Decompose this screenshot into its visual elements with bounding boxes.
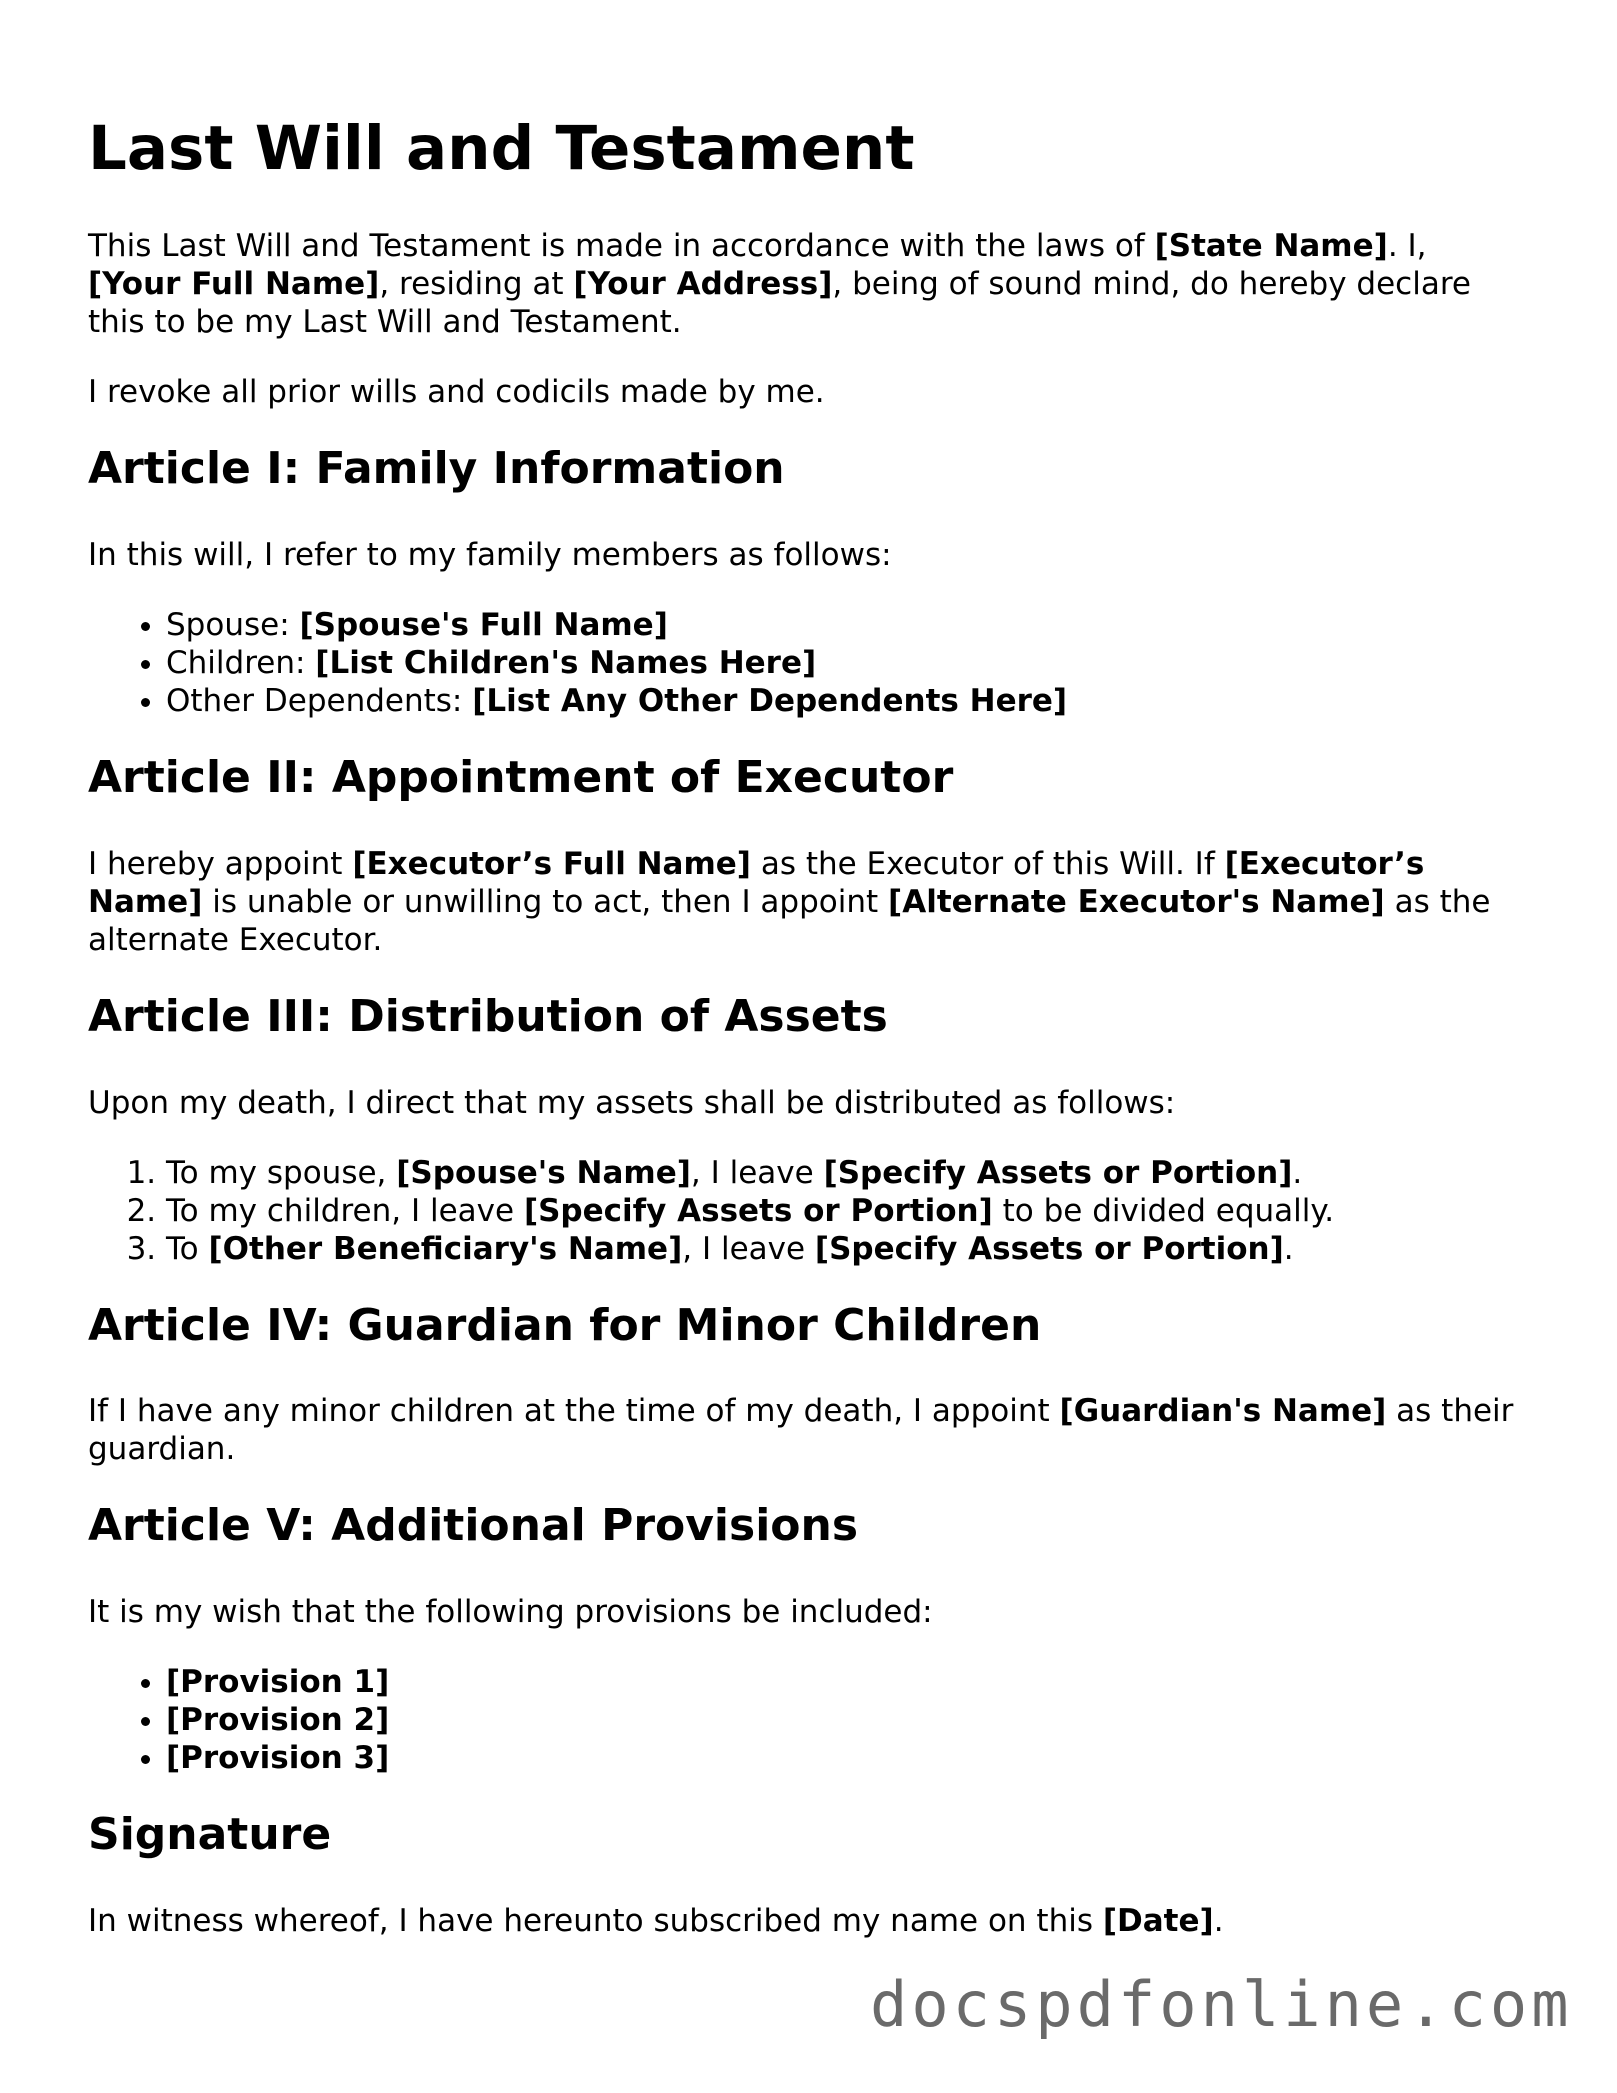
assets-placeholder: [Specify Assets or Portion] — [814, 1230, 1284, 1267]
list-item — [166, 1739, 1528, 1777]
full-name-placeholder: [Your Full Name] — [88, 266, 380, 303]
revocation-paragraph: I revoke all prior wills and codicils made by me. — [88, 374, 825, 411]
text: as the Executor of this Will. If — [750, 845, 1225, 882]
text: To my children, I leave — [166, 1192, 524, 1229]
state-name-placeholder: [State Name] — [1154, 228, 1388, 265]
signature-heading: Signature — [88, 1809, 332, 1861]
spouse-name-placeholder: [Spouse's Name] — [396, 1154, 691, 1191]
article-3-heading: Article III: Distribution of Assets — [88, 990, 888, 1042]
item-label: Spouse: — [166, 606, 300, 643]
text: If I have any minor children at the time of my death, I appoint — [88, 1393, 1060, 1430]
article-3-lead: Upon my death, I direct that my assets shall be distributed as follows: — [88, 1084, 1176, 1121]
guardian-name-placeholder: [Guardian's Name] — [1059, 1393, 1387, 1430]
executor-name-placeholder: [Executor’s Name] — [88, 845, 1425, 920]
text: . — [1292, 1154, 1303, 1191]
list-item — [166, 1154, 1528, 1192]
provision-placeholder: [Provision 2] — [166, 1702, 390, 1739]
list-item — [166, 606, 1528, 644]
article-1-heading: Article I: Family Information — [88, 443, 785, 495]
text: as their guardian. — [88, 1393, 1514, 1468]
document-title: Last Will and Testament — [88, 113, 915, 184]
item-label: Children: — [166, 644, 316, 681]
children-names-placeholder: [List Children's Names Here] — [315, 644, 817, 681]
signature-paragraph — [88, 1902, 1528, 1940]
list-item — [166, 1192, 1528, 1230]
text: . — [1283, 1230, 1294, 1267]
article-5-heading: Article V: Additional Provisions — [88, 1500, 859, 1552]
article-1-lead: In this will, I refer to my family members as follows: — [88, 536, 892, 573]
text: is unable or unwilling to act, then I appoint — [202, 883, 889, 920]
text: This Last Will and Testament is made in accordance with the laws of — [88, 228, 1155, 265]
document — [88, 100, 1528, 1972]
list-item — [166, 1701, 1528, 1739]
list-item — [166, 644, 1528, 682]
list-item — [166, 1663, 1528, 1701]
text: In witness whereof, I have hereunto subscribed my name on this — [88, 1902, 1103, 1939]
text: as the alternate Executor. — [88, 883, 1491, 958]
beneficiary-name-placeholder: [Other Beneficiary's Name] — [208, 1230, 683, 1267]
distribution-list — [88, 1154, 1528, 1268]
family-list — [88, 606, 1528, 720]
article-2-paragraph — [88, 845, 1528, 959]
alternate-executor-placeholder: [Alternate Executor's Name] — [888, 883, 1385, 920]
text: , I leave — [682, 1230, 815, 1267]
text: To my spouse, — [166, 1154, 397, 1191]
article-2-heading: Article II: Appointment of Executor — [88, 751, 954, 803]
executor-full-name-placeholder: [Executor’s Full Name] — [352, 845, 751, 882]
text: . — [1213, 1902, 1224, 1939]
article-4-heading: Article IV: Guardian for Minor Children — [88, 1299, 1042, 1351]
watermark: docspdfonline.com — [870, 1968, 1573, 2041]
provision-placeholder: [Provision 3] — [166, 1740, 390, 1777]
list-item — [166, 1230, 1528, 1268]
text: , I leave — [690, 1154, 824, 1191]
text: , residing at — [379, 266, 574, 303]
text: To — [166, 1230, 209, 1267]
intro-paragraph — [88, 227, 1528, 341]
assets-placeholder: [Specify Assets or Portion] — [523, 1192, 993, 1229]
item-label: Other Dependents: — [166, 682, 473, 719]
dependents-placeholder: [List Any Other Dependents Here] — [472, 682, 1068, 719]
article-5-lead: It is my wish that the following provisions be included: — [88, 1594, 933, 1631]
date-placeholder: [Date] — [1102, 1902, 1214, 1939]
address-placeholder: [Your Address] — [573, 266, 833, 303]
provision-placeholder: [Provision 1] — [166, 1664, 390, 1701]
spouse-name-placeholder: [Spouse's Full Name] — [299, 606, 668, 643]
provisions-list — [88, 1663, 1528, 1777]
text: , being of sound mind, do hereby declare this to be my Last Will and Testament. — [88, 266, 1471, 341]
text: to be divided equally. — [992, 1192, 1335, 1229]
text: . I, — [1387, 228, 1427, 265]
text: I hereby appoint — [88, 845, 353, 882]
article-4-paragraph — [88, 1392, 1528, 1468]
list-item — [166, 682, 1528, 720]
assets-placeholder: [Specify Assets or Portion] — [823, 1154, 1293, 1191]
